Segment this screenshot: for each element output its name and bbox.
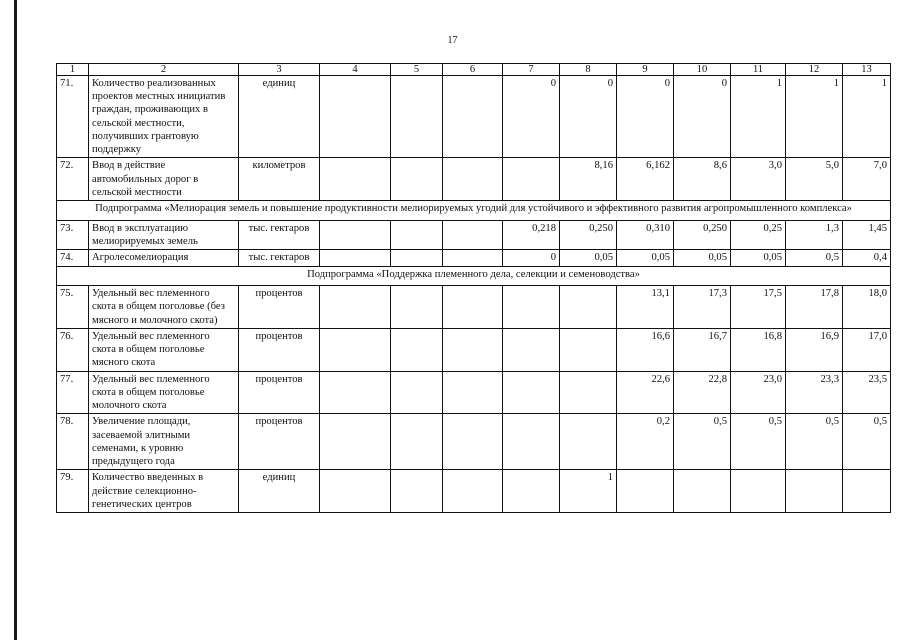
- value-cell: 1: [843, 76, 891, 158]
- unit-of-measure: процентов: [239, 286, 320, 329]
- unit-of-measure: тыс. гектаров: [239, 250, 320, 266]
- indicator-name: Увеличение площади, засеваемой элитными семенами, к уровню предыдущего года: [89, 414, 239, 470]
- value-cell: [443, 414, 503, 470]
- value-cell: 8,6: [674, 158, 731, 201]
- value-cell: [320, 371, 391, 414]
- value-cell: [320, 328, 391, 371]
- unit-of-measure: километров: [239, 158, 320, 201]
- value-cell: 17,3: [674, 286, 731, 329]
- value-cell: [503, 158, 560, 201]
- value-cell: 0,250: [674, 220, 731, 249]
- value-cell: [320, 414, 391, 470]
- column-number: 5: [391, 64, 443, 76]
- value-cell: [391, 286, 443, 329]
- value-cell: 13,1: [617, 286, 674, 329]
- table-row: [57, 76, 891, 158]
- value-cell: 0: [503, 76, 560, 158]
- value-cell: 0,4: [843, 250, 891, 266]
- subprogram-heading: [57, 201, 891, 221]
- value-cell: [443, 220, 503, 249]
- value-cell: [320, 220, 391, 249]
- value-cell: 0,310: [617, 220, 674, 249]
- column-number: 3: [239, 64, 320, 76]
- value-cell: [320, 158, 391, 201]
- value-cell: 0,05: [560, 250, 617, 266]
- unit-of-measure: единиц: [239, 470, 320, 513]
- value-cell: 23,0: [731, 371, 786, 414]
- indicator-name: Ввод в действие автомобильных дорог в сельской местности: [89, 158, 239, 201]
- column-number: 8: [560, 64, 617, 76]
- subprogram-heading: [57, 266, 891, 286]
- value-cell: 17,0: [843, 328, 891, 371]
- value-cell: [443, 158, 503, 201]
- value-cell: [560, 328, 617, 371]
- value-cell: 0,05: [617, 250, 674, 266]
- value-cell: [391, 158, 443, 201]
- value-cell: [560, 371, 617, 414]
- unit-of-measure: процентов: [239, 414, 320, 470]
- value-cell: [443, 328, 503, 371]
- indicator-name: Удельный вес племенного скота в общем поголовье (без мясного и молочного скота): [89, 286, 239, 329]
- value-cell: [320, 76, 391, 158]
- value-cell: 16,7: [674, 328, 731, 371]
- row-number: 73.: [57, 220, 89, 249]
- value-cell: [503, 371, 560, 414]
- value-cell: [786, 470, 843, 513]
- value-cell: [320, 250, 391, 266]
- value-cell: 16,8: [731, 328, 786, 371]
- value-cell: 22,6: [617, 371, 674, 414]
- column-number-row: [57, 64, 891, 76]
- value-cell: 0: [503, 250, 560, 266]
- column-number: 6: [443, 64, 503, 76]
- table-row: [57, 250, 891, 266]
- value-cell: [617, 470, 674, 513]
- row-number: 74.: [57, 250, 89, 266]
- value-cell: [503, 286, 560, 329]
- table-row: [57, 371, 891, 414]
- value-cell: [320, 470, 391, 513]
- page-number: 17: [447, 35, 458, 46]
- value-cell: 0,5: [786, 250, 843, 266]
- subprogram-title: Подпрограмма «Поддержка племенного дела, селекции и семеноводства»: [57, 266, 891, 286]
- value-cell: 3,0: [731, 158, 786, 201]
- value-cell: 16,6: [617, 328, 674, 371]
- column-number: 2: [89, 64, 239, 76]
- table-row: [57, 328, 891, 371]
- unit-of-measure: единиц: [239, 76, 320, 158]
- column-number: 13: [843, 64, 891, 76]
- value-cell: [391, 470, 443, 513]
- column-number: 9: [617, 64, 674, 76]
- value-cell: [443, 371, 503, 414]
- value-cell: 0: [560, 76, 617, 158]
- value-cell: 0: [674, 76, 731, 158]
- row-number: 72.: [57, 158, 89, 201]
- value-cell: 0,218: [503, 220, 560, 249]
- table-row: [57, 220, 891, 249]
- unit-of-measure: процентов: [239, 328, 320, 371]
- column-number: 1: [57, 64, 89, 76]
- value-cell: 16,9: [786, 328, 843, 371]
- value-cell: [443, 286, 503, 329]
- value-cell: 1: [731, 76, 786, 158]
- table-row: [57, 158, 891, 201]
- value-cell: 18,0: [843, 286, 891, 329]
- indicator-table: [56, 63, 891, 513]
- value-cell: 22,8: [674, 371, 731, 414]
- value-cell: [391, 76, 443, 158]
- value-cell: [560, 414, 617, 470]
- value-cell: [503, 328, 560, 371]
- value-cell: 8,16: [560, 158, 617, 201]
- value-cell: [503, 470, 560, 513]
- value-cell: 1,3: [786, 220, 843, 249]
- unit-of-measure: тыс. гектаров: [239, 220, 320, 249]
- value-cell: [320, 286, 391, 329]
- value-cell: 23,3: [786, 371, 843, 414]
- row-number: 75.: [57, 286, 89, 329]
- value-cell: 0,5: [674, 414, 731, 470]
- value-cell: 0: [617, 76, 674, 158]
- row-number: 78.: [57, 414, 89, 470]
- value-cell: [503, 414, 560, 470]
- value-cell: 0,5: [731, 414, 786, 470]
- value-cell: [391, 414, 443, 470]
- row-number: 79.: [57, 470, 89, 513]
- table-row: [57, 414, 891, 470]
- value-cell: 0,25: [731, 220, 786, 249]
- value-cell: [443, 250, 503, 266]
- value-cell: 1: [786, 76, 843, 158]
- value-cell: 23,5: [843, 371, 891, 414]
- value-cell: [674, 470, 731, 513]
- row-number: 77.: [57, 371, 89, 414]
- table-row: [57, 470, 891, 513]
- table-row: [57, 286, 891, 329]
- column-number: 7: [503, 64, 560, 76]
- scan-edge-line: [14, 0, 17, 640]
- value-cell: [443, 470, 503, 513]
- column-number: 12: [786, 64, 843, 76]
- value-cell: 1: [560, 470, 617, 513]
- value-cell: 0,5: [843, 414, 891, 470]
- value-cell: [731, 470, 786, 513]
- indicator-name: Удельный вес племенного скота в общем поголовье молочного скота: [89, 371, 239, 414]
- value-cell: 17,8: [786, 286, 843, 329]
- value-cell: 1,45: [843, 220, 891, 249]
- column-number: 10: [674, 64, 731, 76]
- value-cell: 17,5: [731, 286, 786, 329]
- value-cell: [560, 286, 617, 329]
- value-cell: [391, 371, 443, 414]
- unit-of-measure: процентов: [239, 371, 320, 414]
- column-number: 4: [320, 64, 391, 76]
- value-cell: 6,162: [617, 158, 674, 201]
- value-cell: [443, 76, 503, 158]
- indicator-name: Агролесомелиорация: [89, 250, 239, 266]
- value-cell: 0,05: [674, 250, 731, 266]
- value-cell: 7,0: [843, 158, 891, 201]
- indicator-name: Ввод в эксплуатацию мелиорируемых земель: [89, 220, 239, 249]
- indicator-name: Количество введенных в действие селекционно-генетических центров: [89, 470, 239, 513]
- column-number: 11: [731, 64, 786, 76]
- value-cell: [391, 328, 443, 371]
- indicator-name: Количество реализованных проектов местных инициатив граждан, проживающих в сельской местности, получивших грантовую поддержку: [89, 76, 239, 158]
- row-number: 71.: [57, 76, 89, 158]
- value-cell: 0,5: [786, 414, 843, 470]
- value-cell: [391, 250, 443, 266]
- value-cell: 0,250: [560, 220, 617, 249]
- value-cell: 0,05: [731, 250, 786, 266]
- subprogram-title: Подпрограмма «Мелиорация земель и повышение продуктивности мелиорируемых угодий для устойчивого и эффективного развития агропромышленного комплекса»: [57, 201, 891, 221]
- value-cell: [391, 220, 443, 249]
- row-number: 76.: [57, 328, 89, 371]
- indicator-name: Удельный вес племенного скота в общем поголовье мясного скота: [89, 328, 239, 371]
- value-cell: [843, 470, 891, 513]
- value-cell: 0,2: [617, 414, 674, 470]
- value-cell: 5,0: [786, 158, 843, 201]
